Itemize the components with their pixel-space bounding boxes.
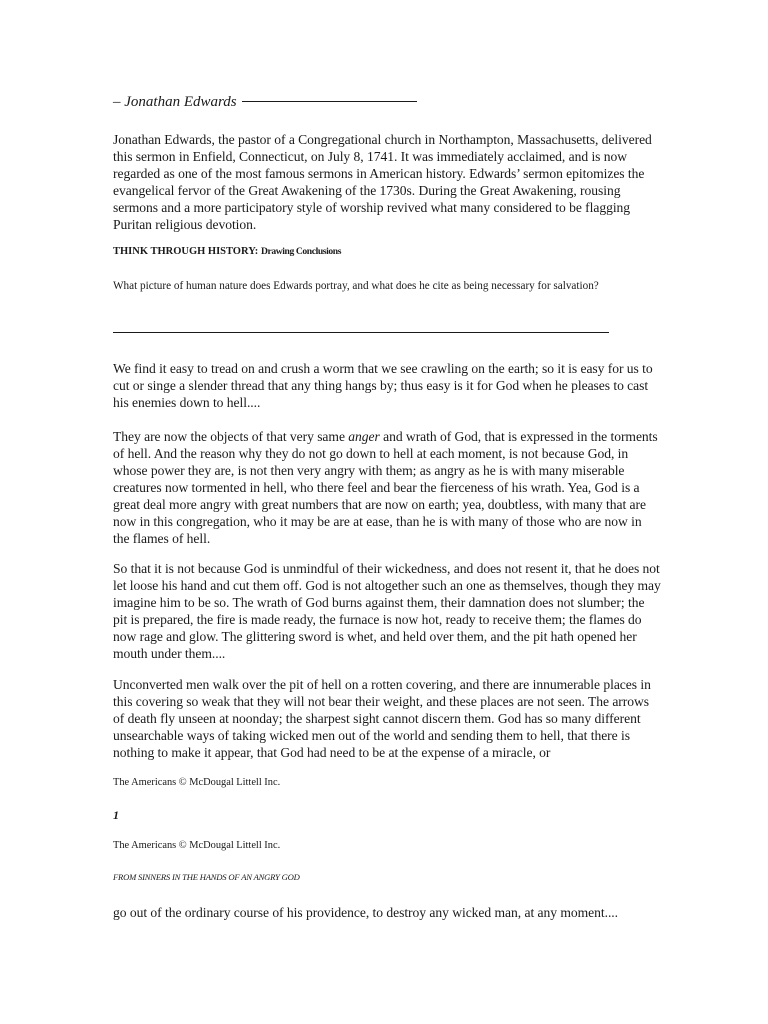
sermon-p2-rest: and wrath of God, that is expressed in the torments of hell. And the reason why they do not go down to hell at each moment, is not because God, in whose power they are, is not then very angry with them; as angry as he is with many miserable creatures now tormented in hell, who there feel and bear the fierceness of his wrath. Yea, God is a great deal more angry with great numbers that are now on earth; yea, doubtless, with many that are now in this congregation, who it may be are at ease, than he is with many of those who are now in the flames of hell. [113,429,658,546]
think-through-history-heading [113,246,341,257]
sermon-paragraph-3: So that it is not because God is unmindful of their wickedness, and does not resent it, that he does not let loose his hand and cut them off. God is not altogether such an one as themselves, though they may imagine him to be so. The wrath of God burns against them, their damnation does not slumber; the pit is prepared, the fire is made ready, the furnace is now hot, ready to receive them; the flames do now rage and glow. The glittering sword is whet, and held over them, and the pit hath opened her mouth under them.... [113,561,661,661]
think-heading-subtitle: Drawing Conclusions [260,246,342,257]
intro-paragraph: Jonathan Edwards, the pastor of a Congregational church in Northampton, Massachusetts, delivered this sermon in Enfield, Connecticut, on July 8, 1741. It was immediately acclaimed, and is now regarded as one of the most famous sermons in American history. Edwards’ sermon epitomizes the evangelical fervor of the Great Awakening of the 1730s. During the Great Awakening, rousing sermons and a more participatory style of worship revived what many considered to be flagging Puritan religious devotion. [113,132,652,232]
source-title: FROM SINNERS IN THE HANDS OF AN ANGRY GOD [113,872,300,882]
sermon-paragraph-4: Unconverted men walk over the pit of hell on a rotten covering, and there are innumerable places in this covering so weak that they will not bear their weight, and these places are not seen. The arrows of death fly unseen at noonday; the sharpest sight cannot discern them. God has so many different unsearchable ways of taking wicked men out of the world and sending them to hell, that there is nothing to make it appear, that God had need to be at the expense of a miracle, or [113,677,651,760]
discussion-question: What picture of human nature does Edwards portray, and what does he cite as being necessary for salvation? [113,280,599,292]
sermon-p2-emphasis: anger [348,429,380,444]
page-number: 1 [113,808,119,822]
sermon-paragraph-1: We find it easy to tread on and crush a worm that we see crawling on the earth; so it is easy for us to cut or singe a slender thread that any thing hangs by; thus easy is it for God when he pleases to cast his enemies down to hell.... [113,361,653,410]
author-line [113,94,417,111]
sermon-p2-start: They are now the objects of that very same [113,429,349,444]
author-rule [242,101,417,102]
copyright-header: The Americans © McDougal Littell Inc. [113,840,281,851]
answer-line [113,332,609,333]
author-name: – Jonathan Edwards [113,94,241,110]
sermon-paragraph-2 [113,428,661,547]
think-heading-label: THINK THROUGH HISTORY: [113,246,261,257]
sermon-continuation: go out of the ordinary course of his providence, to destroy any wicked man, at any moment.... [113,905,618,920]
copyright-footer: The Americans © McDougal Littell Inc. [113,777,281,788]
